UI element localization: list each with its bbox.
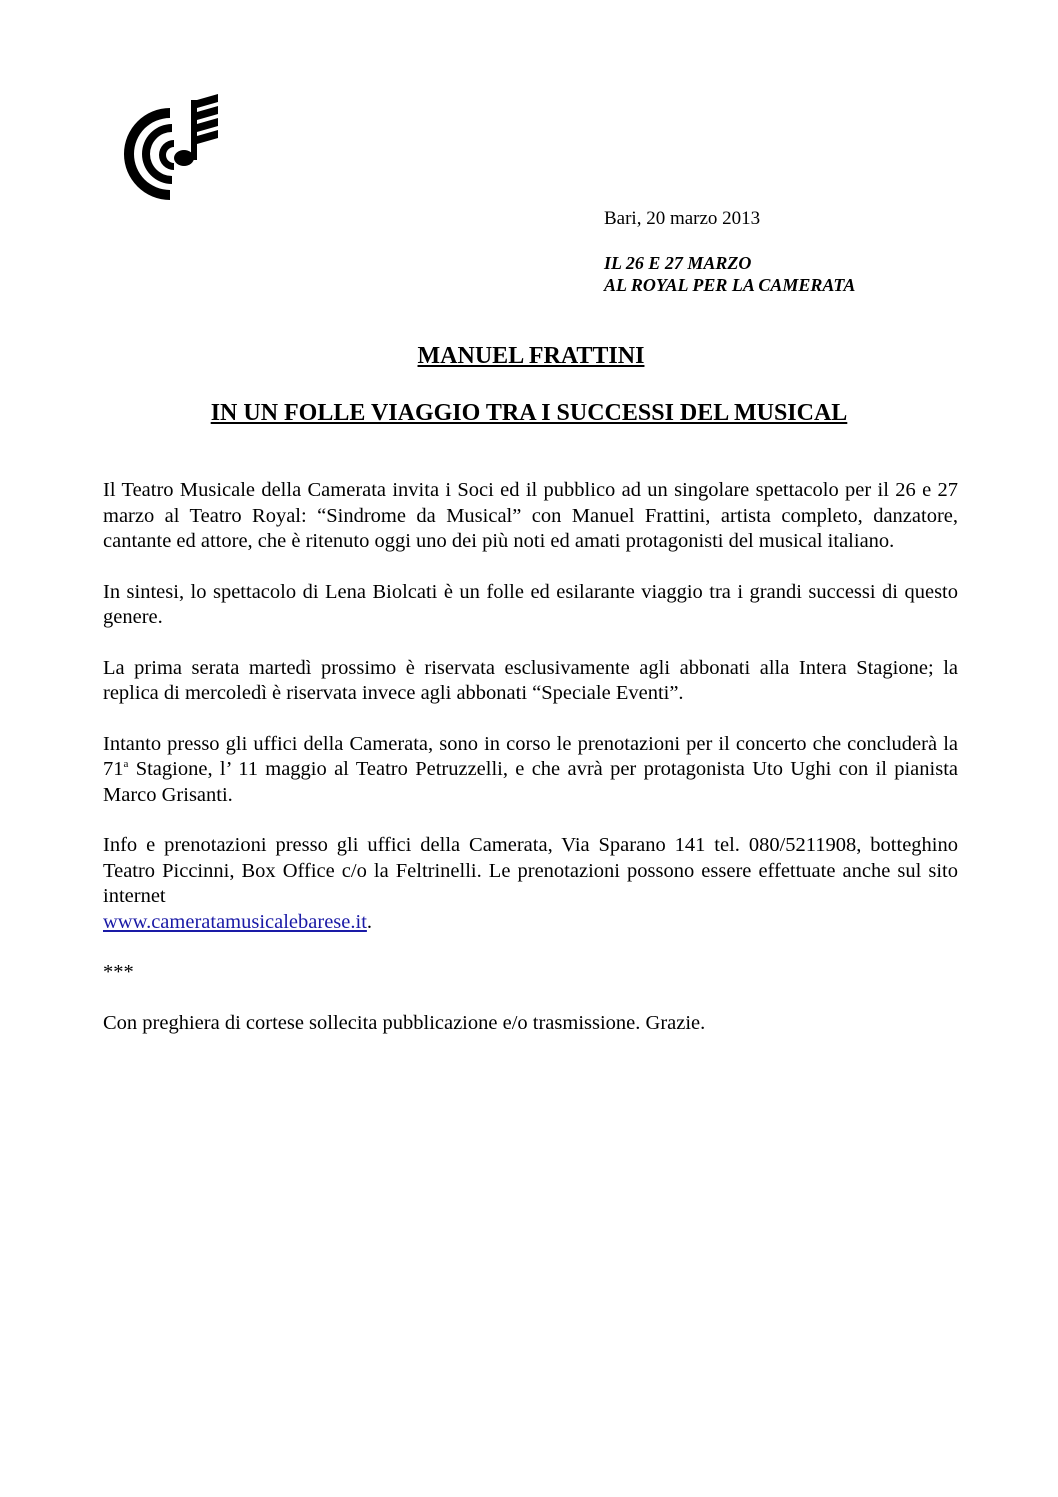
subheading-line-2: AL ROYAL PER LA CAMERATA [604,275,856,295]
paragraph-3: La prima serata martedì prossimo è riservata esclusivamente agli abbonati alla Intera Stagione; la replica di mercoledì è riservata invece agli abbonati “Speciale Eventi”. [103,656,958,704]
closing-line: Con preghiera di cortese sollecita pubblicazione e/o trasmissione. Grazie. [103,1011,706,1034]
paragraph-1: Il Teatro Musicale della Camerata invita i Soci ed il pubblico ad un singolare spettacolo per il 26 e 27 marzo al Teatro Royal: “Sindrome da Musical” con Manuel Frattini, artista completo, danzatore, cantante ed attore, che è ritenuto oggi uno dei più noti ed amati protagonisti del musical italiano. [103,479,958,552]
paragraph-5 [103,833,958,935]
article-body [103,478,958,1061]
main-title: MANUEL FRATTINI [417,343,645,369]
paragraph-4-text-a: Intanto presso gli uffici della Camerata, sono in corso le prenotazioni per il concerto che concluderà la 71 [103,732,958,780]
paragraph-4-text-b: Stagione, l’ 11 maggio al Teatro Petruzzelli, e che avrà per protagonista Uto Ughi con il pianista Marco Grisanti. [103,758,958,806]
separator: *** [103,961,134,983]
paragraph-4 [103,732,958,809]
paragraph-2: In sintesi, lo spettacolo di Lena Biolcati è un folle ed esilarante viaggio tra i grandi successi di questo genere. [103,580,958,628]
website-link[interactable]: www.cameratamusicalebarese.it [103,910,367,933]
paragraph-5-text: Info e prenotazioni presso gli uffici della Camerata, Via Sparano 141 tel. 080/5211908, botteghino Teatro Piccinni, Box Office c/o la Feltrinelli. Le prenotazioni possono essere effettuate anche sul sito internet [103,834,958,907]
subheading-line-1: IL 26 E 27 MARZO [604,253,752,273]
sub-title: IN UN FOLLE VIAGGIO TRA I SUCCESSI DEL MUSICAL [210,400,848,426]
ordinal-superscript: a [123,758,129,771]
subheading [604,252,855,296]
paragraph-5-end: . [366,910,373,933]
camerata-logo-icon [118,94,222,212]
dateline: Bari, 20 marzo 2013 [604,208,761,229]
